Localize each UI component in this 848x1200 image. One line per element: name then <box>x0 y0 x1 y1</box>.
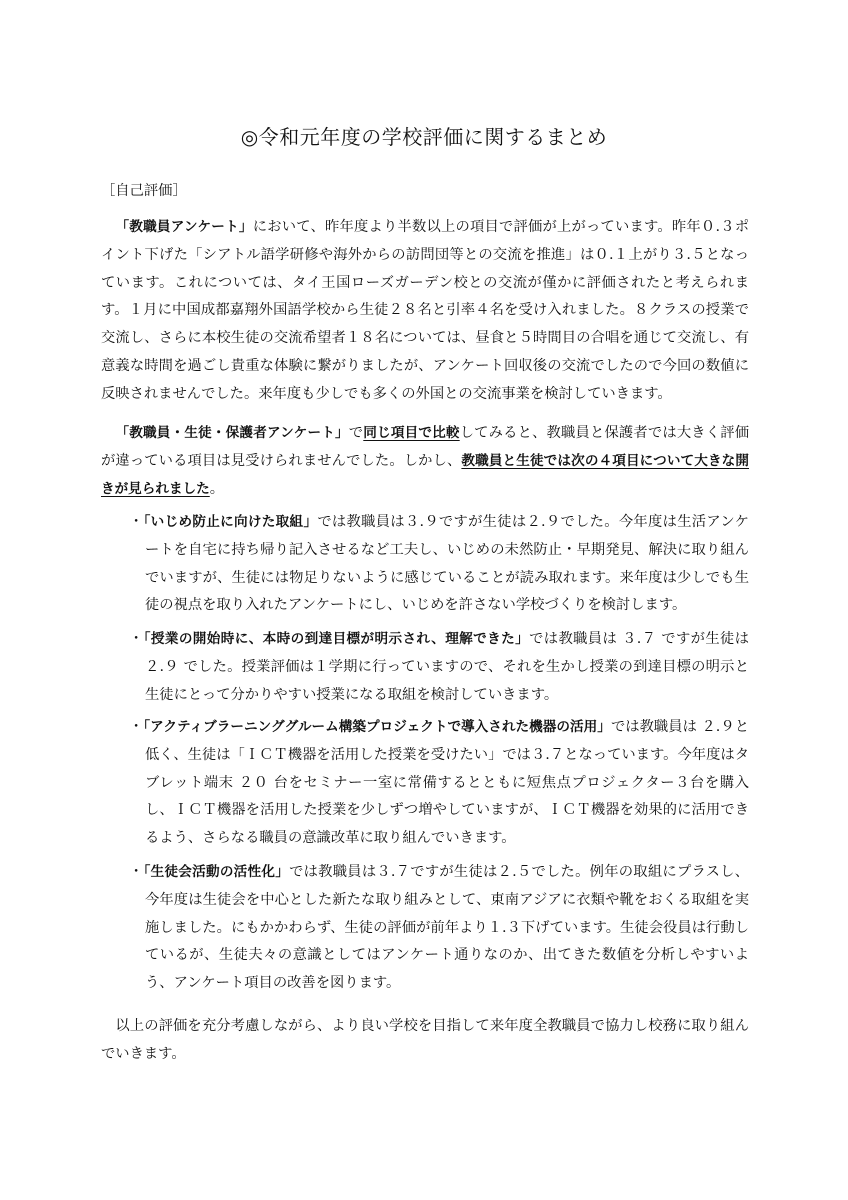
underlined-phrase: 同じ項目で比較 <box>363 425 460 441</box>
bullet-text: では教職員は ３.７ ですが生徒は ２.９ でした。授業評価は１学期に行っていますので、それを生かし授業の到達目標の明示と生徒にとって分かりやすい授業になる取組を検討していきます。 <box>145 631 750 703</box>
paragraph-text: で <box>348 425 364 441</box>
bullet-marker: ・ <box>129 864 144 880</box>
paragraph-text: してみると、教職員と保護者では大きく評価が違っている項目は見受けられませんでした。しかし、 <box>101 425 750 469</box>
bullet-label: 「アクティブラーニンググルーム構築プロジェクトで導入された機器の活用」 <box>143 719 611 735</box>
closing-paragraph <box>101 1013 749 1069</box>
bullet-label: 「授業の開始時に、本時の到達目標が明示され、理解できた」 <box>143 631 530 647</box>
bullet-text: では教職員は ２.９と低く、生徒は「ＩＣＴ機器を活用した授業を受けたい」では３.７となっています。今年度はタブレット端末 ２０ 台をセミナー一室に常備するとともに短焦点プロジェクター３台を購入し、ＩＣＴ機器を活用した授業を少しずつ増やしていますが、ＩＣＴ機器を効果的に活用できるよう、さらなる職員の意識改革に取り組んでいきます。 <box>145 719 750 847</box>
survey-label: 「教職員・生徒・保護者アンケート」 <box>115 425 349 441</box>
paragraph-staff-survey <box>101 214 749 409</box>
survey-label: 「教職員アンケート」 <box>115 219 253 235</box>
underlined-phrase: 教職員と生徒では次の４項目について大きな開きが見られました <box>101 452 749 497</box>
bullet-text: では教職員は３.９ですが生徒は２.９でした。今年度は生活アンケートを自宅に持ち帰り記入させるなど工夫し、いじめの未然防止・早期発見、解決に取り組んでいますが、生徒には物足りないように感じていることが読み取れます。来年度は少しでも生徒の視点を取り入れたアンケートにし、いじめを許さない学校づくりを検討します。 <box>145 514 750 614</box>
bullet-text: では教職員は３.７ですが生徒は２.５でした。例年の取組にプラスし、今年度は生徒会を中心とした新たな取り組みとして、東南アジアに衣類や靴をおくる取組を実施しました。にもかかわらず、生徒の評価が前年より１.３下げています。生徒会役員は行動しているが、生徒夫々の意識としてはアンケート通りなのか、出てきた数値を分析しやすいよう、アンケート項目の改善を図ります。 <box>145 864 750 992</box>
paragraph-text: において、昨年度より半数以上の項目で評価が上がっています。昨年０.３ポイント下げた「シアトル語学研修や海外からの訪問団等との交流を推進」は０.１上がり３.５となっています。これについては、タイ王国ローズガーデン校との交流が僅かに評価されたと考えられます。１月に中国成都嘉翔外国語学校から生徒２８名と引率４名を受け入れました。８クラスの授業で交流し、さらに本校生徒の交流希望者１８名については、昼食と５時間目の合唱を通じて交流し、有意義な時間を過ごし貴重な体験に繋がりましたが、アンケート回収後の交流でしたので今回の数値に反映されませんでした。来年度も少しでも多くの外国との交流事業を検討していきます。 <box>101 219 749 402</box>
bullet-marker: ・ <box>129 719 144 735</box>
page-title: ◎令和元年度の学校評価に関するまとめ <box>240 125 608 149</box>
bullet-marker: ・ <box>129 514 144 530</box>
closing-text: 以上の評価を充分考慮しながら、より良い学校を目指して来年度全教職員で協力し校務に取り組んでいきます。 <box>101 1018 749 1062</box>
bullet-marker: ・ <box>129 631 144 647</box>
bullet-item <box>129 714 749 853</box>
paragraph-text: 。 <box>209 480 225 497</box>
paragraph-comparison <box>101 420 749 503</box>
bullet-item <box>129 509 749 620</box>
section-heading: ［自己評価］ <box>101 183 187 199</box>
bullet-label: 「いじめ防止に向けた取組」 <box>143 514 318 530</box>
bullet-label: 「生徒会活動の活性化」 <box>143 864 290 880</box>
bullet-item <box>129 626 749 709</box>
bullet-item <box>129 859 749 998</box>
